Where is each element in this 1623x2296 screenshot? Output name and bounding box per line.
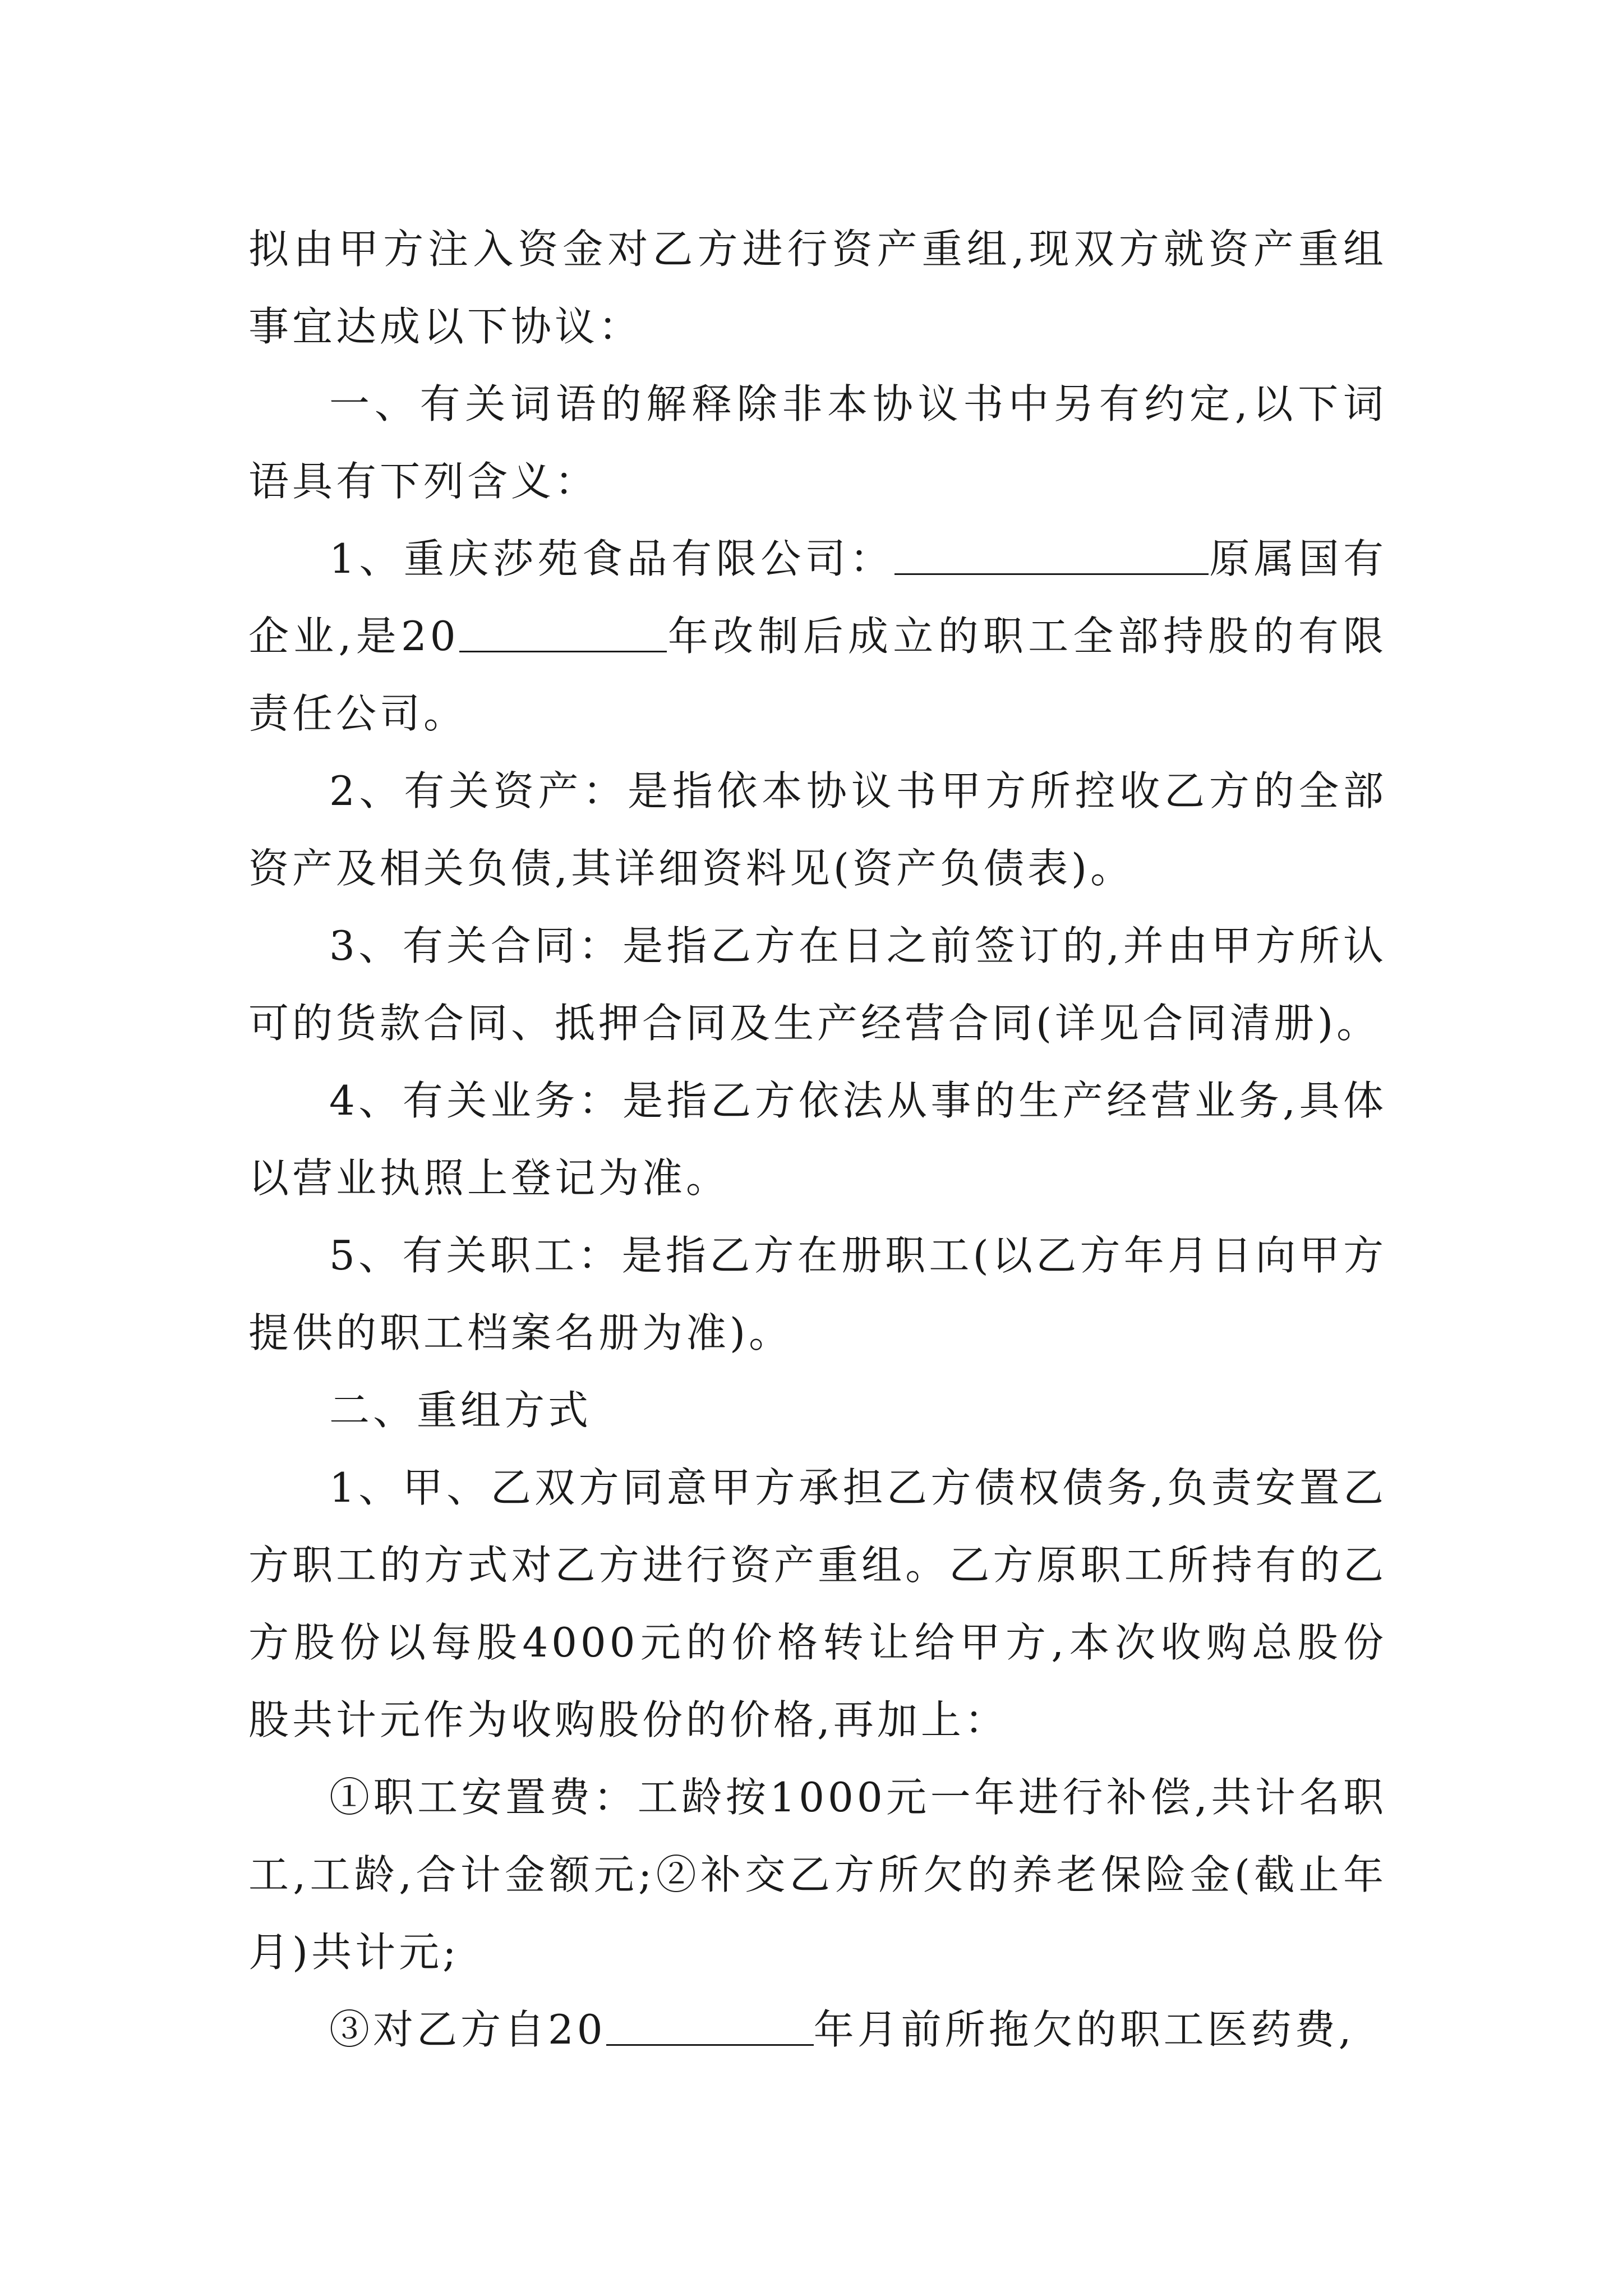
paragraph-text: 4、有关业务：是指乙方依法从事的生产经营业务,具体以营业执照上登记为准。: [248, 1077, 1387, 1202]
fill-in-blank: [895, 536, 1209, 575]
restructure-clause-medical: [248, 1991, 1387, 2068]
paragraph-text-after: 年改制后成立的职工全部持股的有限责任公司。: [248, 613, 1387, 737]
paragraph-text: 2、有关资产：是指依本协议书甲方所控收乙方的全部资产及相关负债,其详细资料见(资产负债表)。: [248, 767, 1387, 892]
definition-1-company: [248, 520, 1387, 752]
restructure-clause-resettlement: [248, 1759, 1387, 1991]
fill-in-blank: [459, 614, 667, 652]
section-one-heading: [248, 365, 1387, 520]
paragraph-text: 3、有关合同：是指乙方在日之前签订的,并由甲方所认可的货款合同、抵押合同及生产经营合同(详见合同清册)。: [248, 922, 1387, 1047]
paragraph-text-before: ③对乙方自20: [329, 2006, 606, 2053]
paragraph-text: 5、有关职工：是指乙方在册职工(以乙方年月日向甲方提供的职工档案名册为准)。: [248, 1232, 1387, 1356]
paragraph-text: 一、有关词语的解释除非本协议书中另有约定,以下词语具有下列含义：: [248, 380, 1387, 505]
fill-in-blank: [606, 2007, 814, 2046]
paragraph-text-before: 1、重庆莎苑食品有限公司：: [329, 535, 895, 582]
definition-4-business: [248, 1062, 1387, 1217]
paragraph-text: 二、重组方式: [329, 1387, 592, 1434]
definition-3-contracts: [248, 907, 1387, 1062]
paragraph-text: 1、甲、乙双方同意甲方承担乙方债权债务,负责安置乙方职工的方式对乙方进行资产重组。乙方原职工所持有的乙方股份以每股4000元的价格转让给甲方,本次收购总股份股共计元作为收购股份的价格,再加上：: [248, 1464, 1387, 1743]
paragraph-text-after: 年月前所拖欠的职工医药费,: [813, 2006, 1355, 2053]
paragraph-text: ①职工安置费：工龄按1000元一年进行补偿,共计名职工,工龄,合计金额元;②补交乙方所欠的养老保险金(截止年月)共计元;: [248, 1774, 1387, 1976]
restructure-clause-1: [248, 1449, 1387, 1759]
definition-5-employees: [248, 1217, 1387, 1372]
document-body: [248, 210, 1387, 2068]
definition-2-assets: [248, 752, 1387, 907]
intro-paragraph: [248, 210, 1387, 365]
paragraph-text: 拟由甲方注入资金对乙方进行资产重组,现双方就资产重组事宜达成以下协议：: [248, 226, 1387, 350]
section-two-heading: [248, 1372, 1387, 1449]
paragraph-text-middle: 原属国有企业,是20: [248, 535, 1387, 660]
